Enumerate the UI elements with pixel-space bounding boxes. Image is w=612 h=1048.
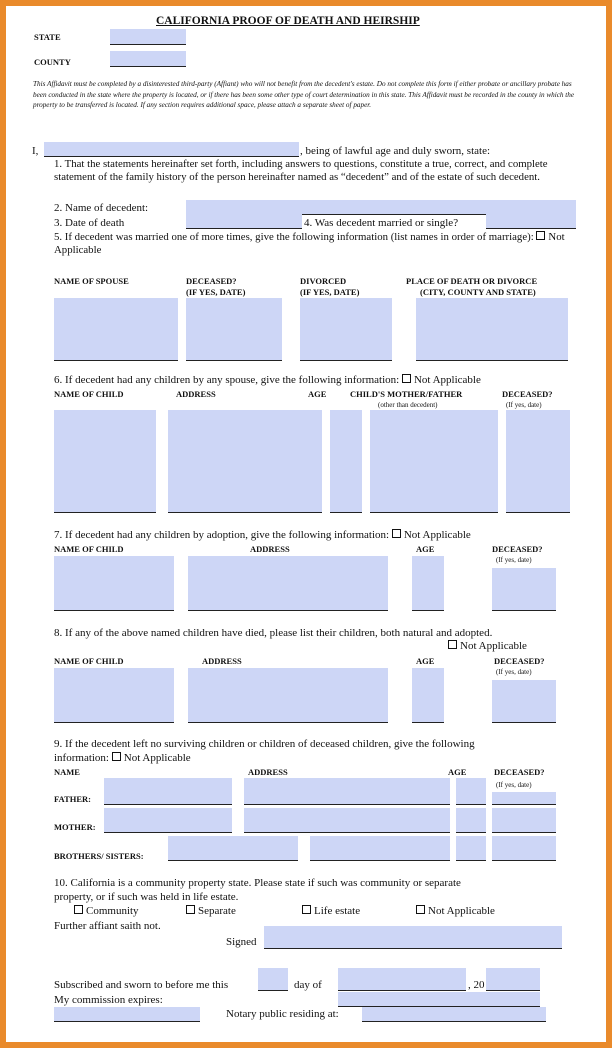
- section-9-text: 9. If the decedent left no surviving children or children of deceased children, give the following: [54, 738, 475, 750]
- notary-residing-field[interactable]: [362, 1007, 546, 1022]
- siblings-label: BROTHERS/ SISTERS:: [54, 851, 144, 861]
- section-8-na: Not Applicable: [448, 640, 527, 653]
- s7-age-header: AGE: [416, 544, 435, 554]
- spouse-name-header: NAME OF SPOUSE: [54, 276, 129, 286]
- s7-deceased-header: DECEASED?: [492, 544, 543, 554]
- item-4-label: 4. Was decedent married or single?: [304, 217, 459, 229]
- s8-deceased-header: DECEASED?: [494, 656, 545, 666]
- spouse-divorced-header: DIVORCED: [300, 276, 347, 286]
- section-10-text: 10. California is a community property state. Please state if such was community or separate: [54, 877, 461, 889]
- residing-label: Notary public residing at:: [226, 1008, 339, 1020]
- item-5-na-checkbox[interactable]: [536, 231, 545, 240]
- notary-blank-field[interactable]: [338, 992, 540, 1007]
- commission-expires-field[interactable]: [54, 1007, 200, 1022]
- father-age-field[interactable]: [456, 778, 486, 805]
- mother-label: MOTHER:: [54, 822, 96, 832]
- day-of-text: day of: [294, 979, 322, 991]
- siblings-address-field[interactable]: [310, 836, 450, 861]
- state-label: STATE: [34, 32, 61, 42]
- notary-day-field[interactable]: [258, 968, 288, 991]
- s9-address-header: ADDRESS: [248, 767, 288, 777]
- separate-checkbox[interactable]: [186, 905, 195, 914]
- commission-label: My commission expires:: [54, 994, 163, 1006]
- s8-deceased-cell[interactable]: [492, 680, 556, 723]
- section-8-na-checkbox[interactable]: [448, 640, 457, 649]
- opt-community[interactable]: Community: [74, 905, 139, 918]
- section-6-text: 6. If decedent had any children by any spouse, give the following information: Not Applicable: [54, 374, 481, 386]
- spouse-divorced-cell[interactable]: [300, 298, 392, 361]
- intro-text: This Affidavit must be completed by a disinterested third-party (Affiant) who will not benefit from the decedent's estate. Do not complete this form if either probate or ancillary probate has been conducted in the state where the property is located, or if there has been some other type of court determination in this state. This Affidavit must be recorded in the county in which the property to be transferred is located. If any section requires additional space, please attach a separate sheet of paper.: [33, 80, 575, 109]
- marital-status-field[interactable]: [486, 214, 576, 229]
- section-8-text: 8. If any of the above named children have died, please list their children, both natural and adopted.: [54, 627, 493, 639]
- s9-deceased-subheader: (If yes, date): [496, 781, 532, 789]
- opt-not-applicable[interactable]: Not Applicable: [416, 905, 495, 918]
- item-3-label: 3. Date of death: [54, 217, 125, 229]
- county-field[interactable]: [110, 51, 186, 67]
- affiant-name-field[interactable]: [44, 142, 299, 157]
- s9-deceased-header: DECEASED?: [494, 767, 545, 777]
- spouse-deceased-cell[interactable]: [186, 298, 282, 361]
- s6-deceased-subheader: (If yes, date): [506, 401, 542, 409]
- mother-age-field[interactable]: [456, 808, 486, 833]
- item-2-label: 2. Name of decedent:: [54, 202, 149, 214]
- county-label: COUNTY: [34, 57, 71, 67]
- affiant-prefix: I,: [32, 145, 39, 157]
- spouse-place-subheader: (CITY, COUNTY AND STATE): [420, 287, 536, 297]
- s6-address-cell[interactable]: [168, 410, 322, 513]
- spouse-name-cell[interactable]: [54, 298, 178, 361]
- mother-name-field[interactable]: [104, 808, 232, 833]
- date-of-death-field[interactable]: [186, 214, 302, 229]
- form-title: CALIFORNIA PROOF OF DEATH AND HEIRSHIP: [156, 15, 420, 27]
- father-name-field[interactable]: [104, 778, 232, 805]
- s7-address-cell[interactable]: [188, 556, 388, 611]
- section-9-text-2: information: Not Applicable: [54, 752, 191, 764]
- section-7-text: 7. If decedent had any children by adoption, give the following information: Not Applicable: [54, 529, 471, 541]
- subscribed-text: Subscribed and sworn to before me this: [54, 979, 229, 991]
- section-9-na-checkbox[interactable]: [112, 752, 121, 761]
- s6-parent-subheader: (other than decedent): [378, 401, 438, 409]
- state-field[interactable]: [110, 29, 186, 45]
- s6-name-header: NAME OF CHILD: [54, 389, 124, 399]
- year-prefix-text: , 20: [468, 979, 485, 991]
- decedent-name-field[interactable]: [186, 200, 576, 215]
- father-deceased-field[interactable]: [492, 792, 556, 805]
- s9-age-header: AGE: [448, 767, 467, 777]
- siblings-age-field[interactable]: [456, 836, 486, 861]
- signed-label: Signed: [226, 936, 257, 948]
- s7-name-header: NAME OF CHILD: [54, 544, 124, 554]
- s8-name-header: NAME OF CHILD: [54, 656, 124, 666]
- not-applicable-checkbox[interactable]: [416, 905, 425, 914]
- s6-age-header: AGE: [308, 389, 327, 399]
- form-page: [6, 6, 606, 1042]
- siblings-name-field[interactable]: [168, 836, 298, 861]
- s8-deceased-subheader: (If yes, date): [496, 668, 532, 676]
- spouse-deceased-subheader: (IF YES, DATE): [186, 287, 246, 297]
- section-7-na-checkbox[interactable]: [392, 529, 401, 538]
- s7-name-cell[interactable]: [54, 556, 174, 611]
- s7-age-cell[interactable]: [412, 556, 444, 611]
- s8-address-cell[interactable]: [188, 668, 388, 723]
- item-1-text: 1. That the statements hereinafter set forth, including answers to questions, constitute a true, correct, and complete statement of the family history of the person hereinafter named as “decedent” and of the estate of such decedent.: [54, 158, 548, 184]
- section-10-text-2: property, or if such was held in life estate.: [54, 891, 239, 903]
- s8-age-cell[interactable]: [412, 668, 444, 723]
- spouse-place-cell[interactable]: [416, 298, 568, 361]
- father-label: FATHER:: [54, 794, 91, 804]
- s6-address-header: ADDRESS: [176, 389, 216, 399]
- spouse-divorced-subheader: (IF YES, DATE): [300, 287, 360, 297]
- s8-address-header: ADDRESS: [202, 656, 242, 666]
- s9-name-header: NAME: [54, 767, 80, 777]
- item-5-text: 5. If decedent was married one of more times, give the following information (list names in order of marriage): Not Applicable: [54, 231, 565, 257]
- notary-month-field[interactable]: [338, 968, 466, 991]
- spouse-place-header: PLACE OF DEATH OR DIVORCE: [406, 276, 538, 286]
- s7-deceased-subheader: (If yes, date): [496, 556, 532, 564]
- s8-age-header: AGE: [416, 656, 435, 666]
- notary-year-field[interactable]: [486, 968, 540, 991]
- s6-name-cell[interactable]: [54, 410, 156, 513]
- further-affiant-text: Further affiant saith not.: [54, 920, 161, 932]
- father-address-field[interactable]: [244, 778, 450, 805]
- signature-field[interactable]: [264, 926, 562, 949]
- s8-name-cell[interactable]: [54, 668, 174, 723]
- s7-address-header: ADDRESS: [250, 544, 290, 554]
- siblings-deceased-field[interactable]: [492, 836, 556, 861]
- mother-deceased-field[interactable]: [492, 808, 556, 833]
- spouse-deceased-header: DECEASED?: [186, 276, 237, 286]
- community-checkbox[interactable]: [74, 905, 83, 914]
- s6-deceased-cell[interactable]: [506, 410, 570, 513]
- s6-deceased-header: DECEASED?: [502, 389, 553, 399]
- opt-life-estate[interactable]: Life estate: [302, 905, 360, 918]
- s7-deceased-cell[interactable]: [492, 568, 556, 611]
- s6-age-cell[interactable]: [330, 410, 362, 513]
- s6-parent-cell[interactable]: [370, 410, 498, 513]
- affiant-suffix: , being of lawful age and duly sworn, state:: [300, 145, 491, 157]
- opt-separate[interactable]: Separate: [186, 905, 236, 918]
- life-estate-checkbox[interactable]: [302, 905, 311, 914]
- s6-parent-header: CHILD'S MOTHER/FATHER: [350, 389, 463, 399]
- section-6-na-checkbox[interactable]: [402, 374, 411, 383]
- mother-address-field[interactable]: [244, 808, 450, 833]
